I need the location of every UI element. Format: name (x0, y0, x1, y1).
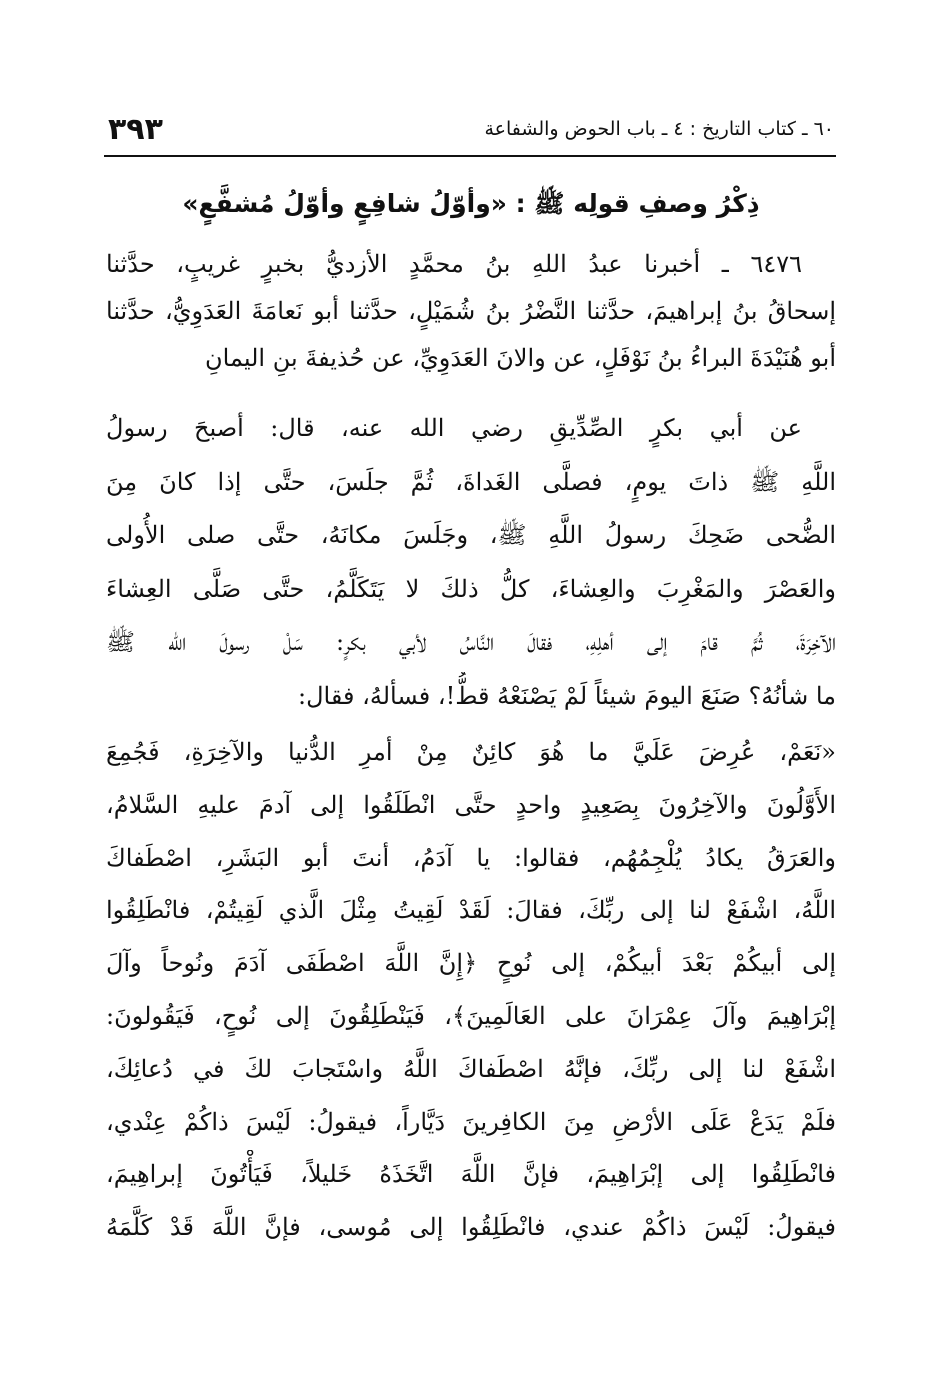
isnad-paragraph (106, 240, 836, 381)
hadith-line: والعَرَقُ يكادُ يُلْجِمُهُم، فقالوا: يا آدَمُ، أنتَ أبو البَشَرِ، اصْطَفاكَ (106, 843, 836, 872)
hadith-line: فانْطَلِقُوا إلى إبْرَاهِيمَ، فإنَّ اللَّهَ اتَّخَذَهُ خَليلاً، فَيَأْتُونَ إبراهِيمَ، (106, 1160, 836, 1189)
intro-line: الآخِرَةَ، ثُمَّ قامَ إلى أهلِهِ، فقالَ النَّاسُ لأبي بكرٍ: سَلْ رسولَ الله ﷺ (106, 628, 836, 656)
section-heading: ذِكْرُ وصفِ قولِه ﷺ : «وأوّلُ شافِعٍ وأوّلُ مُشفَّعٍ» (182, 189, 760, 218)
hadith-line: اشْفَعْ لنا إلى ربِّكَ، فإنَّهُ اصْطَفاكَ اللَّهُ واسْتَجابَ لكَ في دُعائِكَ، (106, 1054, 836, 1083)
hadith-line: فيقولُ: لَيْسَ ذاكُمْ عندي، فانْطَلِقُوا إلى مُوسى، فإنَّ اللَّهَ قَدْ كَلَّمَهُ (106, 1213, 836, 1242)
intro-paragraph (106, 404, 836, 725)
isnad-line: أبو هُنَيْدَةَ البراءُ بنُ نَوْفَلٍ، عن والانَ العَدَوِيِّ، عن حُذيفةَ بنِ اليمانِ (205, 344, 836, 372)
hadith-line: فلَمْ يَدَعْ عَلَى الأرْضِ مِنَ الكافِرينَ دَيَّاراً، فيقولُ: لَيْسَ ذاكُمْ عِنْدي، (106, 1107, 836, 1136)
intro-line: عن أبي بكرٍ الصِّدِّيقِ رضي الله عنه، قال: أصبحَ رسولُ (106, 414, 802, 442)
isnad-line: إسحاقُ بنُ إبراهيمَ، حدَّثنا النَّضْرُ بنُ شُمَيْلٍ، حدَّثنا أبو نَعامَةَ العَدَوِيُّ، حدَّثنا (106, 297, 836, 325)
intro-line: اللَّهِ ﷺ ذاتَ يومٍ، فصلَّى الغَداةَ، ثُمَّ جلَسَ، حتَّى إذا كانَ مِنَ (106, 467, 836, 496)
intro-line: والعَصْرَ والمَغْرِبَ والعِشاءَ، كلُّ ذلكَ لا يَتَكَلَّمُ، حتَّى صَلَّى العِشاءَ (106, 574, 836, 603)
isnad-line: ٦٤٧٦ ـ أخبرنا عبدُ اللهِ بنُ محمَّدٍ الأزديُّ بخبرٍ غريبٍ، حدَّثنا (106, 250, 802, 278)
page-number: ٣٩٣ (108, 112, 163, 147)
hadith-line: الأَوَّلُونَ والآخِرُونَ بِصَعِيدٍ واحدٍ حتَّى انْطَلَقُوا إلى آدمَ عليهِ السَّلامُ، (106, 790, 836, 819)
intro-line: الضُّحى ضَحِكَ رسولُ اللَّهِ ﷺ، وجَلَسَ مكانَهُ، حتَّى صلى الأُولى (106, 521, 836, 549)
hadith-line: «نَعَمْ، عُرِضَ عَلَيَّ ما هُوَ كائِنٌ مِنْ أمرِ الدُّنيا والآخِرَةِ، فَجُمِعَ (106, 738, 836, 766)
header-rule (104, 155, 836, 157)
page-header (108, 110, 834, 154)
intro-line: ما شأنُهُ؟ صَنَعَ اليومَ شيئاً لَمْ يَصْنَعْهُ قطُّ!، فسألهُ، فقال: (298, 681, 836, 710)
hadith-paragraph (106, 728, 836, 1256)
hadith-line: إلى أبيكُمْ بَعْدَ أبيكُمْ، إلى نُوحٍ ﴿إِنَّ اللَّهَ اصْطَفَى آدَمَ ونُوحاً وآلَ (106, 949, 836, 978)
hadith-line: اللَّهُ، اشْفَعْ لنا إلى ربِّكَ، فقالَ: لَقَدْ لَقِيتُ مِثْلَ الَّذي لَقِيتُمْ، فانْطَلِقُوا (106, 896, 836, 925)
running-title: ٦٠ ـ كتاب التاريخ : ٤ ـ باب الحوض والشفاعة (484, 118, 834, 140)
hadith-line: إبْرَاهِيمَ وآلَ عِمْرَانَ على العَالَمِينَ﴾، فَيَنْطَلِقُونَ إلى نُوحٍ، فَيَقُولونَ: (106, 1001, 836, 1030)
